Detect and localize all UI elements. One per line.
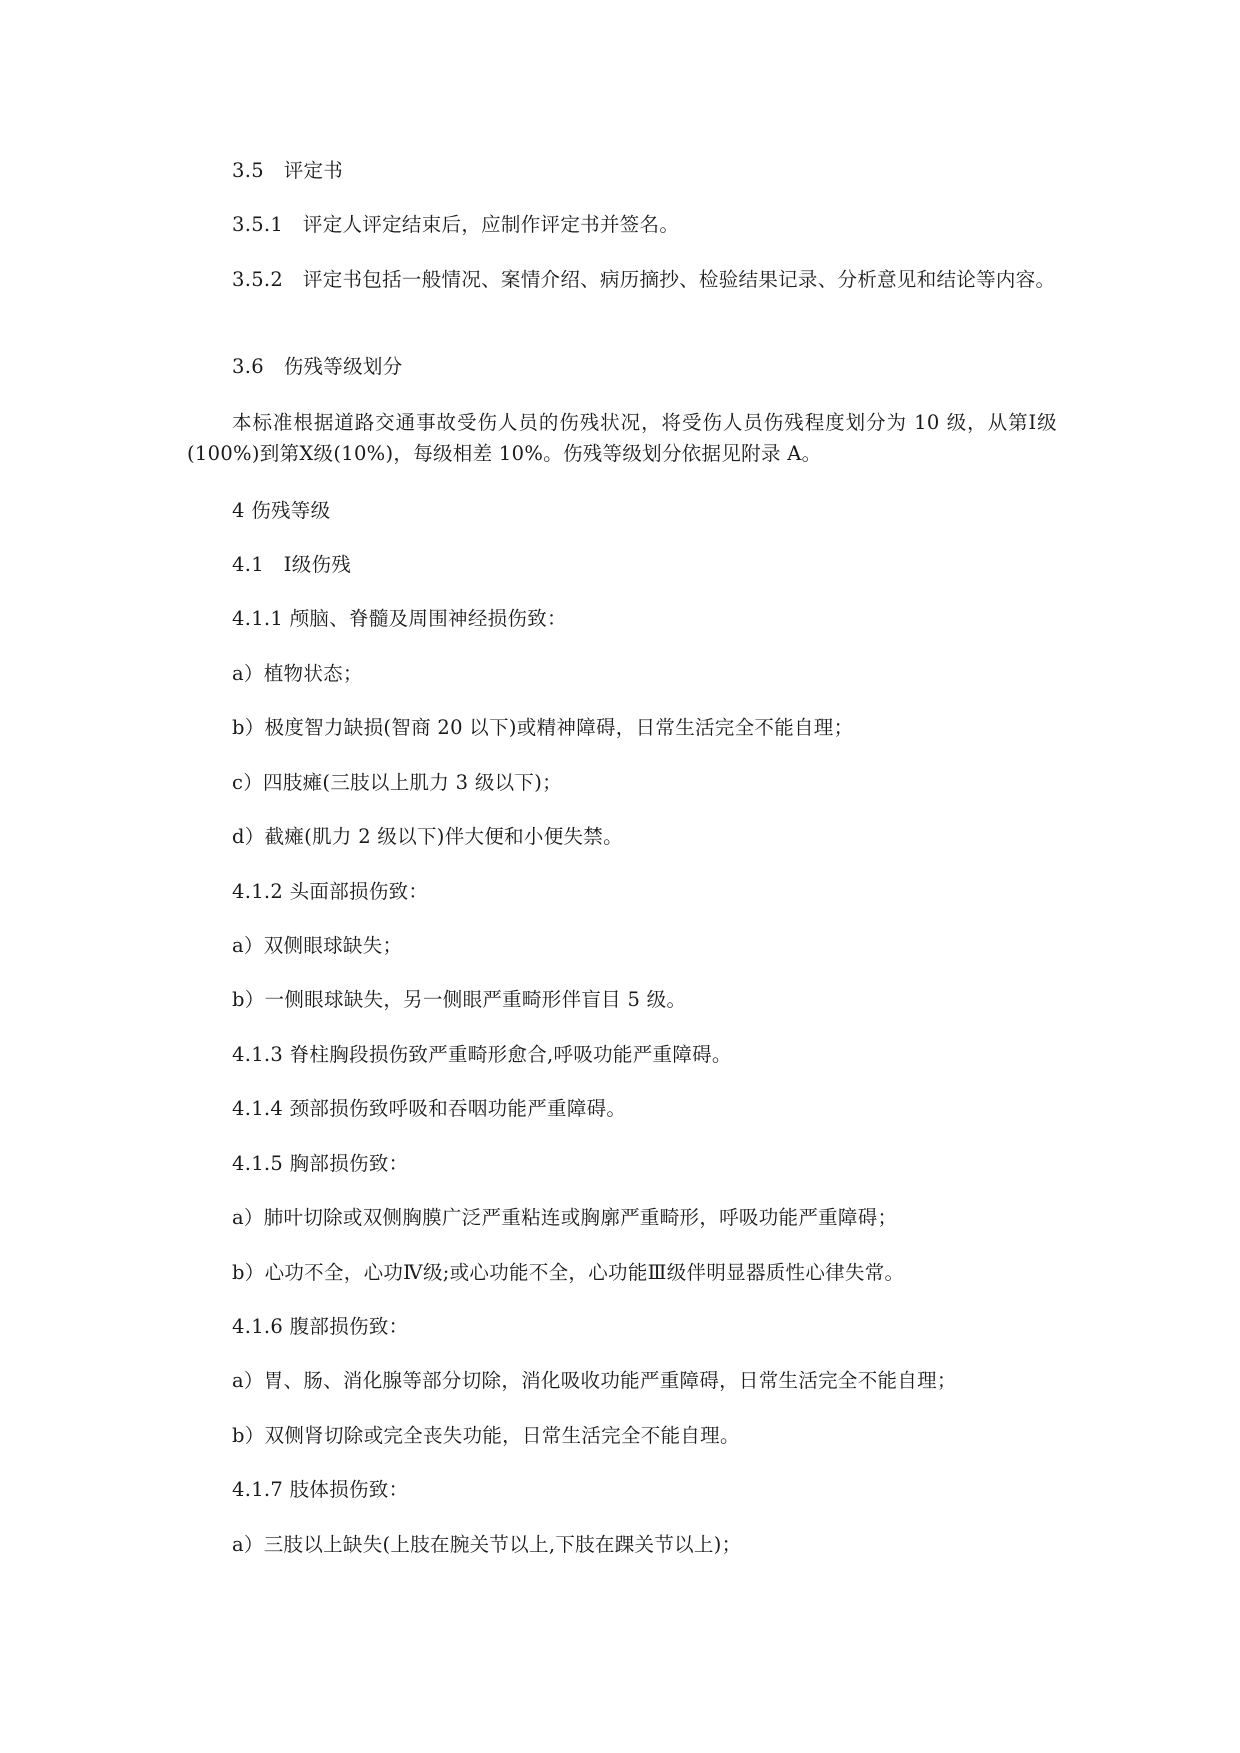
list-item: b）极度智力缺损(智商 20 以下)或精神障碍，日常生活完全不能自理；: [232, 716, 854, 739]
list-item: a）植物状态；: [232, 662, 363, 685]
list-item: a）双侧眼球缺失；: [232, 934, 403, 957]
section-heading-4-1: 4.1 Ⅰ级伤残: [232, 553, 352, 576]
list-item: b）一侧眼球缺失，另一侧眼严重畸形伴盲目 5 级。: [232, 988, 687, 1011]
list-item: a）胃、肠、消化腺等部分切除，消化吸收功能严重障碍，日常生活完全不能自理；: [232, 1369, 957, 1392]
clause-4-1-4: 4.1.4 颈部损伤致呼吸和吞咽功能严重障碍。: [232, 1097, 627, 1120]
list-item: d）截瘫(肌力 2 级以下)伴大便和小便失禁。: [232, 825, 623, 848]
list-item: c）四肢瘫(三肢以上肌力 3 级以下)；: [232, 771, 562, 794]
list-item: b）双侧肾切除或完全丧失功能，日常生活完全不能自理。: [232, 1424, 740, 1447]
clause-4-1-2: 4.1.2 头面部损伤致：: [232, 880, 429, 903]
paragraph-3-5-2: 3.5.2 评定书包括一般情况、案情介绍、病历摘抄、检验结果记录、分析意见和结论等内容。: [232, 268, 1056, 291]
paragraph-3-5-1: 3.5.1 评定人评定结束后，应制作评定书并签名。: [232, 213, 680, 236]
chapter-heading-4: 4 伤残等级: [232, 499, 331, 522]
clause-4-1-3: 4.1.3 脊柱胸段损伤致严重畸形愈合,呼吸功能严重障碍。: [232, 1043, 732, 1066]
section-heading-3-6: 3.6 伤残等级划分: [232, 355, 403, 378]
list-item: a）三肢以上缺失(上肢在腕关节以上,下肢在踝关节以上)；: [232, 1533, 742, 1556]
list-item: b）心功不全，心功Ⅳ级;或心功能不全，心功能Ⅲ级伴明显器质性心律失常。: [232, 1261, 905, 1284]
clause-4-1-7: 4.1.7 肢体损伤致：: [232, 1478, 409, 1501]
section-heading-3-5: 3.5 评定书: [232, 159, 344, 182]
clause-4-1-1: 4.1.1 颅脑、脊髓及周围神经损伤致：: [232, 607, 567, 630]
paragraph-grading-intro: 本标准根据道路交通事故受伤人员的伤残状况，将受伤人员伤残程度划分为 10 级，从第Ⅰ级(100%)到第Ⅹ级(10%)，每级相差 10%。伤残等级划分依据见附录 A。: [187, 411, 1057, 465]
clause-4-1-6: 4.1.6 腹部损伤致：: [232, 1315, 409, 1338]
list-item: a）肺叶切除或双侧胸膜广泛严重粘连或胸廓严重畸形，呼吸功能严重障碍；: [232, 1206, 898, 1229]
clause-4-1-5: 4.1.5 胸部损伤致：: [232, 1152, 409, 1175]
